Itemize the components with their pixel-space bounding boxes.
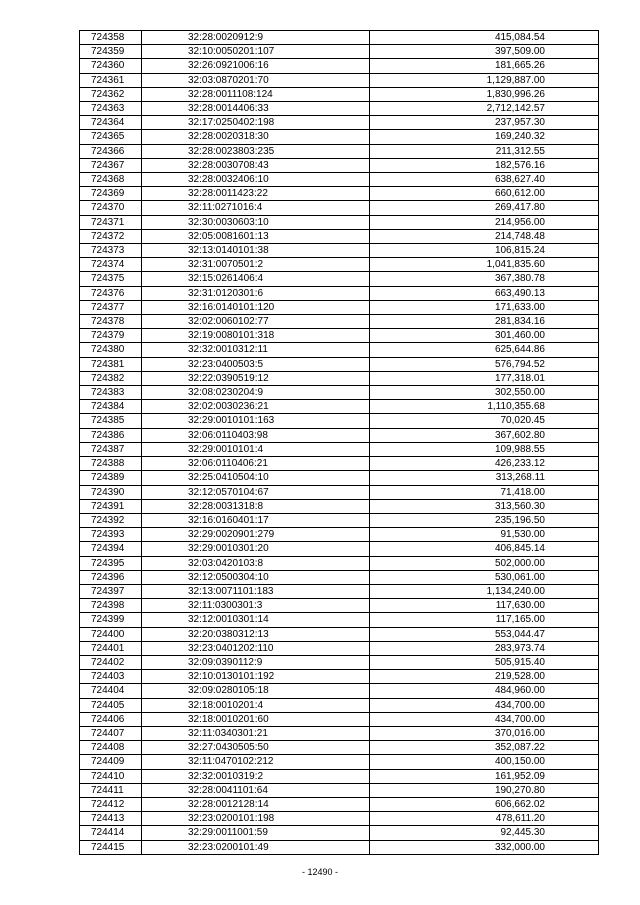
record-number: 724361 [80,73,142,87]
amount-value: 182,576.16 [370,158,599,172]
cadastral-number: 32:25:0410504:10 [142,471,370,485]
amount-value: 302,550.00 [370,386,599,400]
cadastral-number: 32:16:0140101:120 [142,300,370,314]
record-number: 724375 [80,272,142,286]
cadastral-number: 32:29:0010301:20 [142,542,370,556]
table-row [80,300,599,314]
record-number: 724369 [80,187,142,201]
cadastral-number: 32:23:0400503:5 [142,357,370,371]
table-row [80,528,599,542]
table-row [80,258,599,272]
table-row [80,229,599,243]
cadastral-number: 32:29:0011001:59 [142,826,370,840]
amount-value: 367,602.80 [370,428,599,442]
record-number: 724407 [80,726,142,740]
record-number: 724392 [80,513,142,527]
amount-value: 214,956.00 [370,215,599,229]
amount-value: 106,815.24 [370,244,599,258]
table-row [80,755,599,769]
amount-value: 415,084.54 [370,31,599,45]
record-number: 724376 [80,286,142,300]
table-row [80,613,599,627]
record-number: 724368 [80,173,142,187]
cadastral-number: 32:20:0380312:13 [142,627,370,641]
cadastral-number: 32:29:0010101:4 [142,442,370,456]
record-number: 724411 [80,783,142,797]
cadastral-number: 32:28:0011108:124 [142,87,370,101]
record-number: 724396 [80,570,142,584]
cadastral-number: 32:12:0570104:67 [142,485,370,499]
table-row [80,130,599,144]
amount-value: 1,129,887.00 [370,73,599,87]
cadastral-number: 32:31:0120301:6 [142,286,370,300]
table-row [80,670,599,684]
record-number: 724403 [80,670,142,684]
table-row [80,556,599,570]
amount-value: 190,270.80 [370,783,599,797]
amount-value: 301,460.00 [370,329,599,343]
table-row [80,471,599,485]
cadastral-number: 32:06:0110406:21 [142,457,370,471]
table-row [80,840,599,854]
table-row [80,357,599,371]
record-number: 724390 [80,485,142,499]
record-number: 724389 [80,471,142,485]
cadastral-number: 32:05:0081601:13 [142,229,370,243]
cadastral-number: 32:29:0010101:163 [142,414,370,428]
amount-value: 219,528.00 [370,670,599,684]
record-number: 724405 [80,698,142,712]
cadastral-number: 32:03:0420103:8 [142,556,370,570]
cadastral-number: 32:28:0031318:8 [142,499,370,513]
table-row [80,386,599,400]
cadastral-number: 32:28:0032406:10 [142,173,370,187]
amount-value: 576,794.52 [370,357,599,371]
cadastral-number: 32:06:0110403:98 [142,428,370,442]
amount-value: 235,196.50 [370,513,599,527]
amount-value: 660,612.00 [370,187,599,201]
record-number: 724412 [80,797,142,811]
table-row [80,201,599,215]
amount-value: 269,417.80 [370,201,599,215]
cadastral-number: 32:13:0071101:183 [142,584,370,598]
table-row [80,698,599,712]
record-number: 724383 [80,386,142,400]
cadastral-number: 32:18:0010201:60 [142,712,370,726]
table-row [80,215,599,229]
cadastral-number: 32:02:0060102:77 [142,315,370,329]
amount-value: 530,061.00 [370,570,599,584]
record-number: 724372 [80,229,142,243]
cadastral-number: 32:26:0921006:16 [142,59,370,73]
record-number: 724388 [80,457,142,471]
amount-value: 237,957.30 [370,116,599,130]
cadastral-number: 32:28:0020912:9 [142,31,370,45]
cadastral-number: 32:09:0390112:9 [142,655,370,669]
table-row [80,286,599,300]
amount-value: 211,312.55 [370,144,599,158]
amount-value: 352,087.22 [370,741,599,755]
amount-value: 117,165.00 [370,613,599,627]
table-row [80,144,599,158]
amount-value: 313,560.30 [370,499,599,513]
record-number: 724367 [80,158,142,172]
amount-value: 332,000.00 [370,840,599,854]
record-number: 724413 [80,812,142,826]
table-row [80,116,599,130]
amount-value: 71,418.00 [370,485,599,499]
table-row [80,244,599,258]
table-row [80,315,599,329]
cadastral-number: 32:23:0200101:49 [142,840,370,854]
record-number: 724415 [80,840,142,854]
cadastral-number: 32:28:0023803:235 [142,144,370,158]
table-row [80,371,599,385]
table-row [80,599,599,613]
cadastral-number: 32:12:0500304:10 [142,570,370,584]
table-row [80,343,599,357]
record-number: 724381 [80,357,142,371]
record-number: 724370 [80,201,142,215]
cadastral-number: 32:09:0280105:18 [142,684,370,698]
table-row [80,826,599,840]
amount-value: 2,712,142.57 [370,102,599,116]
cadastral-number: 32:02:0030236:21 [142,400,370,414]
amount-value: 484,960.00 [370,684,599,698]
table-row [80,741,599,755]
record-number: 724382 [80,371,142,385]
cadastral-number: 32:30:0030603:10 [142,215,370,229]
table-row [80,570,599,584]
table-row [80,173,599,187]
table-row [80,485,599,499]
record-number: 724391 [80,499,142,513]
amount-value: 1,134,240.00 [370,584,599,598]
record-number: 724401 [80,641,142,655]
amount-value: 606,662.02 [370,797,599,811]
table-row [80,684,599,698]
table-row [80,712,599,726]
table-row [80,812,599,826]
table-row [80,400,599,414]
record-number: 724402 [80,655,142,669]
cadastral-number: 32:12:0010301:14 [142,613,370,627]
amount-value: 553,044.47 [370,627,599,641]
cadastral-number: 32:27:0430505:50 [142,741,370,755]
record-number: 724394 [80,542,142,556]
cadastral-number: 32:28:0041101:64 [142,783,370,797]
cadastral-number: 32:28:0012128:14 [142,797,370,811]
record-number: 724359 [80,45,142,59]
table-row [80,45,599,59]
cadastral-number: 32:23:0401202:110 [142,641,370,655]
cadastral-number: 32:28:0014406:33 [142,102,370,116]
table-row [80,655,599,669]
table-row [80,59,599,73]
table-row [80,87,599,101]
amount-value: 283,973.74 [370,641,599,655]
amount-value: 502,000.00 [370,556,599,570]
record-number: 724393 [80,528,142,542]
amount-value: 397,509.00 [370,45,599,59]
table-row [80,102,599,116]
record-number: 724374 [80,258,142,272]
amount-value: 91,530.00 [370,528,599,542]
amount-value: 161,952.09 [370,769,599,783]
records-table-body [80,31,599,855]
record-number: 724362 [80,87,142,101]
record-number: 724366 [80,144,142,158]
amount-value: 426,233.12 [370,457,599,471]
cadastral-number: 32:03:0870201:70 [142,73,370,87]
record-number: 724364 [80,116,142,130]
cadastral-number: 32:15:0261406:4 [142,272,370,286]
cadastral-number: 32:28:0020318:30 [142,130,370,144]
record-number: 724387 [80,442,142,456]
cadastral-number: 32:17:0250402:198 [142,116,370,130]
record-number: 724408 [80,741,142,755]
cadastral-number: 32:19:0080101:318 [142,329,370,343]
table-row [80,73,599,87]
table-row [80,641,599,655]
record-number: 724363 [80,102,142,116]
amount-value: 177,318.01 [370,371,599,385]
table-row [80,783,599,797]
cadastral-number: 32:11:0340301:21 [142,726,370,740]
record-number: 724384 [80,400,142,414]
table-row [80,542,599,556]
records-table [79,30,599,855]
table-row [80,31,599,45]
table-row [80,726,599,740]
table-row [80,442,599,456]
cadastral-number: 32:32:0010319:2 [142,769,370,783]
table-row [80,499,599,513]
table-row [80,272,599,286]
record-number: 724397 [80,584,142,598]
amount-value: 406,845.14 [370,542,599,556]
record-number: 724360 [80,59,142,73]
table-row [80,428,599,442]
record-number: 724386 [80,428,142,442]
record-number: 724380 [80,343,142,357]
record-number: 724399 [80,613,142,627]
amount-value: 625,644.86 [370,343,599,357]
amount-value: 638,627.40 [370,173,599,187]
amount-value: 434,700.00 [370,712,599,726]
amount-value: 663,490.13 [370,286,599,300]
record-number: 724414 [80,826,142,840]
table-row [80,584,599,598]
cadastral-number: 32:23:0200101:198 [142,812,370,826]
record-number: 724404 [80,684,142,698]
table-row [80,414,599,428]
cadastral-number: 32:11:0470102:212 [142,755,370,769]
amount-value: 171,633.00 [370,300,599,314]
cadastral-number: 32:32:0010312:11 [142,343,370,357]
record-number: 724398 [80,599,142,613]
page-number: - 12490 - [301,867,339,877]
amount-value: 434,700.00 [370,698,599,712]
record-number: 724377 [80,300,142,314]
amount-value: 70,020.45 [370,414,599,428]
amount-value: 400,150.00 [370,755,599,769]
amount-value: 92,445.30 [370,826,599,840]
table-row [80,158,599,172]
record-number: 724400 [80,627,142,641]
amount-value: 370,016.00 [370,726,599,740]
record-number: 724373 [80,244,142,258]
record-number: 724395 [80,556,142,570]
amount-value: 117,630.00 [370,599,599,613]
amount-value: 313,268.11 [370,471,599,485]
table-row [80,769,599,783]
amount-value: 214,748.48 [370,229,599,243]
amount-value: 367,380.78 [370,272,599,286]
amount-value: 109,988.55 [370,442,599,456]
table-row [80,513,599,527]
amount-value: 1,110,355.68 [370,400,599,414]
record-number: 724379 [80,329,142,343]
cadastral-number: 32:16:0160401:17 [142,513,370,527]
amount-value: 281,834.16 [370,315,599,329]
cadastral-number: 32:11:0300301:3 [142,599,370,613]
table-row [80,187,599,201]
amount-value: 181,665.26 [370,59,599,73]
cadastral-number: 32:08:0230204:9 [142,386,370,400]
table-row [80,797,599,811]
amount-value: 505,915.40 [370,655,599,669]
table-row [80,457,599,471]
record-number: 724385 [80,414,142,428]
table-row [80,627,599,641]
amount-value: 1,041,835.60 [370,258,599,272]
cadastral-number: 32:31:0070501:2 [142,258,370,272]
cadastral-number: 32:10:0130101:192 [142,670,370,684]
cadastral-number: 32:29:0020901:279 [142,528,370,542]
record-number: 724358 [80,31,142,45]
amount-value: 478,611.20 [370,812,599,826]
record-number: 724365 [80,130,142,144]
cadastral-number: 32:13:0140101:38 [142,244,370,258]
record-number: 724371 [80,215,142,229]
cadastral-number: 32:11:0271016:4 [142,201,370,215]
record-number: 724409 [80,755,142,769]
record-number: 724410 [80,769,142,783]
record-number: 724378 [80,315,142,329]
cadastral-number: 32:18:0010201:4 [142,698,370,712]
amount-value: 1,830,996.26 [370,87,599,101]
record-number: 724406 [80,712,142,726]
cadastral-number: 32:10:0050201:107 [142,45,370,59]
cadastral-number: 32:28:0030708:43 [142,158,370,172]
cadastral-number: 32:28:0011423:22 [142,187,370,201]
cadastral-number: 32:22:0390519:12 [142,371,370,385]
amount-value: 169,240.32 [370,130,599,144]
table-row [80,329,599,343]
